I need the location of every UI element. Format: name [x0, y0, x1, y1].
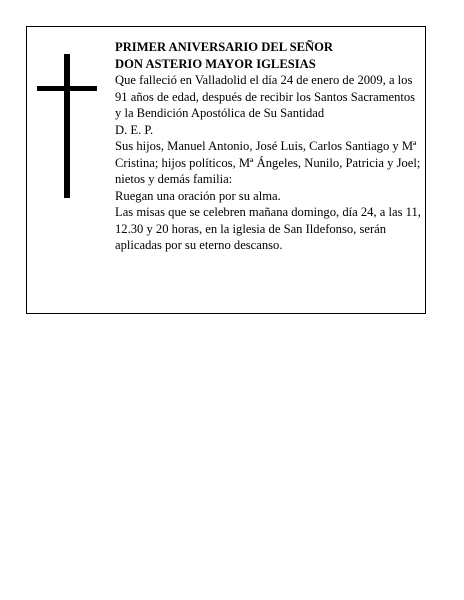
- notice-heading-line-1: PRIMER ANIVERSARIO DEL SEÑOR: [115, 40, 333, 54]
- prayer-request: Ruegan una oración por su alma.: [115, 188, 281, 203]
- death-details: Que falleció en Valladolid el día 24 de enero de 2009, a los 91 años de edad, después de recibir los Santos Sacramentos y la Bendición Apostólica de Su Santidad: [115, 73, 416, 120]
- rest-in-peace: D. E. P.: [115, 122, 154, 137]
- cross-vertical-bar: [64, 54, 70, 198]
- obituary-notice: [26, 26, 426, 314]
- cross-horizontal-bar: [37, 86, 97, 91]
- notice-heading-line-2: DON ASTERIO MAYOR IGLESIAS: [115, 56, 316, 71]
- family-list: Sus hijos, Manuel Antonio, José Luis, Carlos Santiago y Mª Cristina; hijos políticos, Mª Ángeles, Nunilo, Patricia y Joel; nietos y demás familia:: [115, 139, 421, 186]
- mass-details: Las misas que se celebren mañana domingo, día 24, a las 11, 12.30 y 20 horas, en la iglesia de San Ildefonso, serán aplicadas por su eterno descanso.: [115, 205, 421, 252]
- cross-icon: [37, 54, 97, 198]
- notice-text: [115, 39, 423, 254]
